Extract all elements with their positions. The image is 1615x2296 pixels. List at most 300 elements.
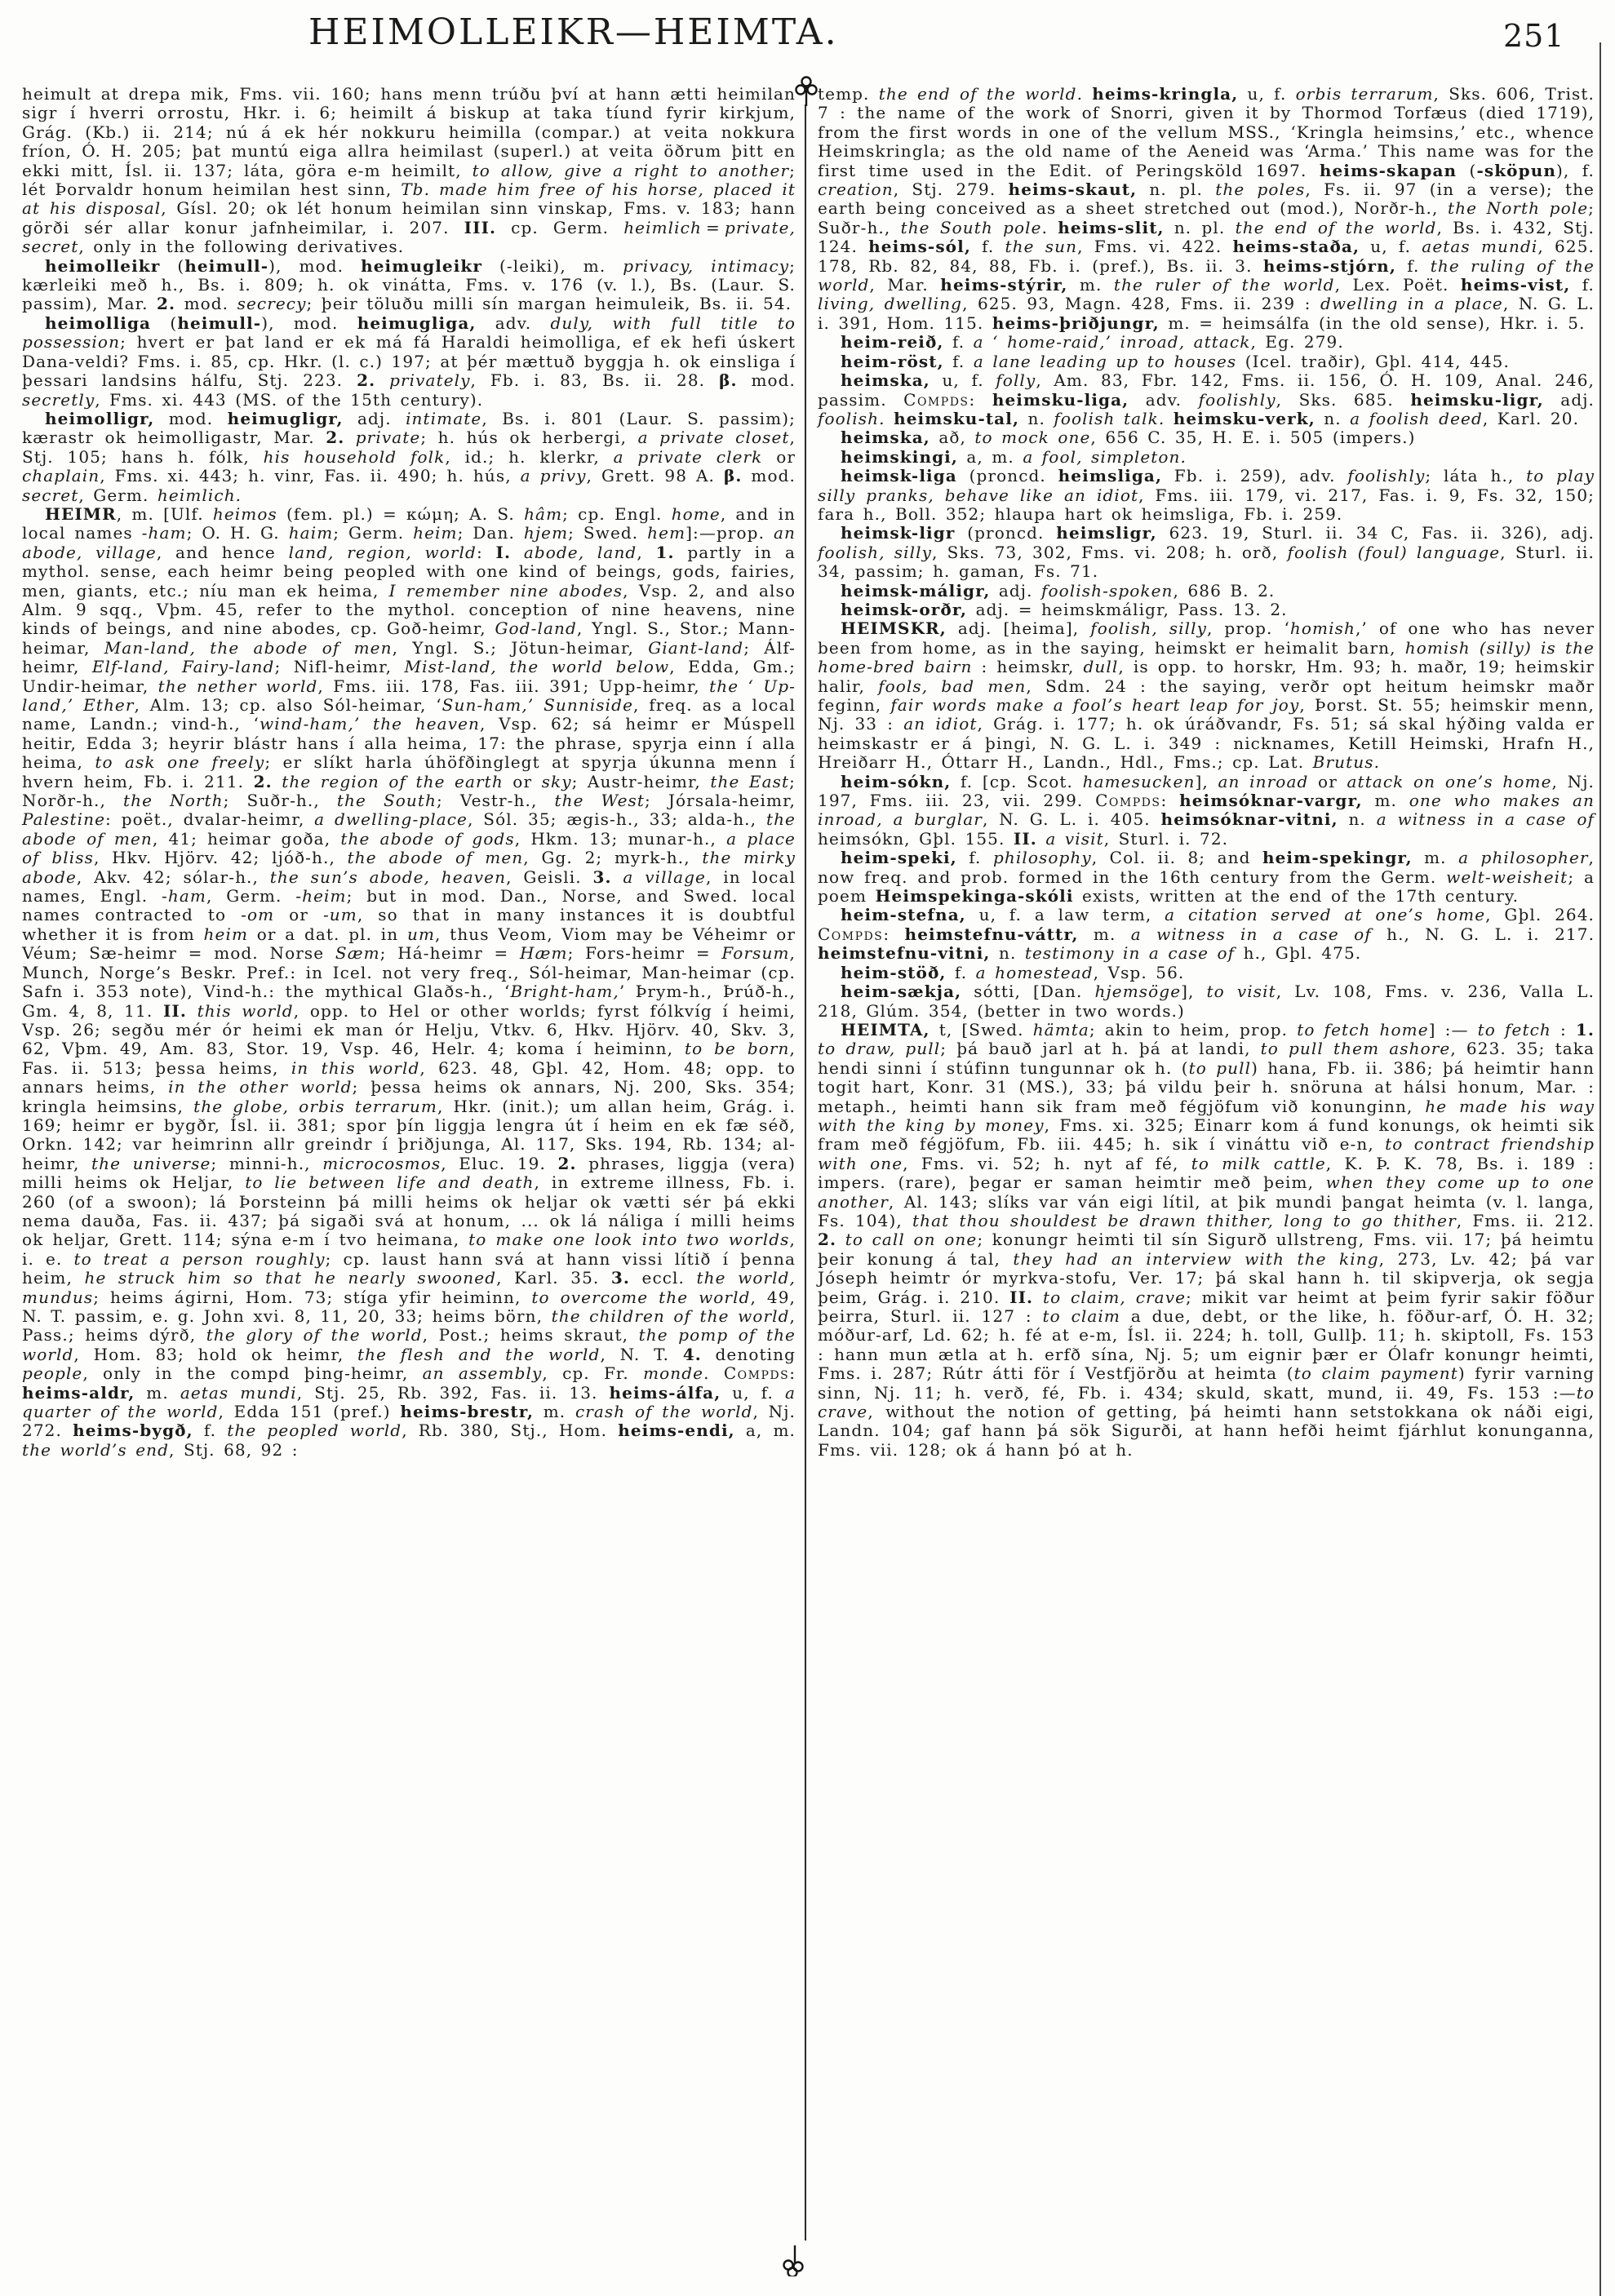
text-segment: aetas mundi	[180, 1382, 297, 1403]
text-segment: , Fas. ii. 513; þessa heims,	[22, 1039, 796, 1078]
text-segment: Forsum	[721, 943, 790, 964]
text-segment	[511, 543, 524, 562]
text-segment: heims-álfa,	[609, 1382, 721, 1403]
text-segment: Palestine	[22, 809, 106, 830]
text-segment: privacy, intimacy	[623, 255, 790, 276]
text-segment: the glory of the world	[206, 1325, 423, 1345]
text-segment: heim	[413, 523, 458, 543]
text-segment: , in extreme illness, Fb. i. 260 (of a swoon); lá Þorsteinn þá milli heims ok heljar ok vætti sér þá ekki nema dauða, Fas. ii. 437; þá sigaði svá at honum, ... ok lá náliga í milli heims ok heljar, Grett. 114; sýna e-m í tvo heimana,	[22, 1172, 796, 1250]
text-segment: , Nj. 272.	[22, 1402, 796, 1441]
text-segment: a foolish deed	[1350, 408, 1483, 428]
text-segment: ; heims ágirni, Hom. 73; stíga yfir heiminn,	[93, 1287, 532, 1307]
text-segment: u, f.	[930, 370, 996, 391]
text-segment: , only in the compd þing-heimr,	[82, 1363, 423, 1384]
text-segment: , in local names, Engl.	[22, 867, 796, 906]
text-segment: f.	[970, 237, 1005, 257]
text-segment: , 41; heimar goða,	[152, 828, 341, 849]
text-segment: or	[274, 905, 323, 925]
text-segment: m.	[1078, 924, 1131, 944]
text-segment: , Alm. 13; cp. also Sól-heimar, ‘	[134, 695, 442, 715]
text-segment: heimlich = private, secret	[22, 217, 796, 257]
text-segment: Fb. i. 259), adv.	[1162, 466, 1348, 486]
text-segment: the ‘ Up-land,’ Ether	[22, 676, 796, 715]
text-segment: f.	[1395, 255, 1431, 276]
text-segment: welt-weisheit	[1446, 867, 1568, 887]
text-segment: adv.	[1129, 389, 1199, 410]
text-segment: , N. G. L. i. 405.	[982, 809, 1161, 830]
text-segment: homish	[1289, 618, 1355, 639]
text-segment: to fetch home	[1297, 1019, 1429, 1039]
text-segment: the nether world	[158, 676, 318, 696]
text-segment: heimsligr,	[1056, 523, 1157, 543]
text-segment: II.	[162, 1000, 187, 1021]
text-segment: when they come up to one another	[818, 1172, 1595, 1212]
text-segment: , Vsp. 2, and also Alm. 9 sqq., Vþm. 45, refer to the mythol. conception of nine heavens, nine kinds of beings, and nine abodes, cp. Goð-heimr,	[22, 580, 796, 639]
text-segment: n.	[990, 943, 1025, 964]
text-segment: to pull them ashore	[1260, 1039, 1451, 1059]
text-segment: privately	[389, 370, 471, 391]
text-segment: ), f.	[1556, 160, 1595, 180]
text-segment: testimony in a case of	[1024, 943, 1236, 964]
text-segment: , 623. 48, Gþl. 42, Hom. 48; opp. to annars heims,	[22, 1057, 796, 1097]
text-segment	[1165, 409, 1173, 428]
text-segment: to mock one	[974, 428, 1091, 448]
text-segment: 2.	[326, 428, 345, 448]
text-segment: , Stj. 279.	[893, 180, 1009, 200]
text-segment: a privy	[520, 466, 587, 486]
text-segment: β.	[719, 370, 738, 391]
text-segment: .	[1041, 217, 1058, 237]
text-segment: mod.	[737, 370, 796, 391]
text-segment: ; akin to heim, prop.	[1089, 1019, 1298, 1039]
text-segment: , N. G. L. i. 391, Hom. 115.	[818, 294, 1595, 333]
text-segment: ; kærleiki með h., Bs. i. 809; h. ok vinátta, Fms. v. 176 (v. l.), Bs. (Laur. S. passim), Mar.	[22, 255, 796, 314]
dictionary-entry	[818, 582, 1595, 601]
text-segment: secrecy	[237, 294, 307, 314]
text-segment: , thus Veom, Viom may be Véheimr or Véum; Sæ-heimr = mod. Norse	[22, 924, 796, 964]
text-segment: cp. Germ.	[496, 217, 624, 237]
text-segment: creation	[818, 180, 894, 200]
text-segment: ; mikit var heimt at þeim fyrir sakir föður þeirra, Sturl. ii. 127 :	[818, 1287, 1595, 1326]
text-segment: heim	[203, 924, 249, 944]
trefoil-ornament-icon	[779, 2245, 807, 2276]
text-segment: Giant-land	[648, 637, 744, 658]
text-segment: dull	[1083, 657, 1119, 677]
text-segment: ] :—	[1428, 1019, 1478, 1039]
text-segment: ; Austr-heimr,	[571, 771, 711, 791]
text-segment: að,	[930, 428, 975, 448]
text-segment: u, f.	[721, 1382, 785, 1403]
text-segment: heims-aldr,	[22, 1382, 135, 1403]
text-segment: ; minni-h.,	[211, 1153, 323, 1173]
text-segment: hämta	[1032, 1019, 1089, 1039]
text-segment: :	[1551, 1019, 1576, 1039]
text-segment: -ham	[141, 523, 187, 543]
text-segment	[612, 867, 623, 887]
dictionary-entry	[818, 467, 1595, 524]
text-segment: f.	[946, 962, 976, 982]
text-segment: a private closet	[637, 428, 790, 448]
text-segment: Bright-ham,	[510, 982, 619, 1002]
text-segment: the universe	[91, 1153, 211, 1173]
text-segment: the North pole	[1448, 198, 1589, 219]
text-segment: an idiot	[903, 714, 978, 734]
text-segment: Heimspekinga-skóli	[875, 886, 1074, 906]
text-segment: ; O. H. G.	[186, 523, 289, 543]
text-segment: to visit	[1206, 982, 1276, 1002]
text-segment: , Hom. 83; hold ok heimr,	[73, 1344, 357, 1364]
text-segment: ; cp. laust hann svá at hann vissi lítið í þenna heim,	[22, 1248, 796, 1288]
text-segment: the pomp of the world	[22, 1325, 796, 1364]
text-segment: the sun’s abode, heaven	[269, 867, 507, 887]
text-segment: fools, bad men	[878, 676, 1027, 696]
text-segment: Compds	[903, 389, 969, 410]
dictionary-entry	[22, 505, 796, 1460]
text-segment: ]:—prop.	[685, 523, 774, 543]
text-segment: a fool, simpleton.	[1023, 446, 1187, 467]
text-segment: foolish.	[818, 408, 885, 428]
text-segment: I.	[495, 542, 512, 562]
text-segment: , Hkv. Hjörv. 42; ljóð-h.,	[93, 848, 348, 868]
text-segment: ; þeir töluðu milli sín margan heimuleik, Bs. ii. 54.	[306, 294, 792, 314]
text-segment: heimskingi,	[841, 446, 958, 467]
text-segment: in the other world	[168, 1077, 353, 1097]
text-segment: God-land	[495, 618, 577, 639]
dictionary-entry	[818, 601, 1595, 619]
text-segment: .	[1076, 84, 1093, 104]
text-segment: ; Suðr-h.,	[818, 198, 1595, 237]
text-segment: , Karl. 35.	[496, 1268, 611, 1288]
text-segment: heims-skaut,	[1008, 180, 1138, 200]
text-segment: the mirky abode	[22, 848, 796, 887]
text-segment: , Gísl. 20; ok lét honum heimilan sinn vinskap, Fms. v. 183; hann görði sér allar konur jafnheimilar, i. 207.	[22, 198, 796, 237]
text-segment: , Germ.	[78, 485, 158, 505]
text-segment: to lie between life and death	[245, 1172, 535, 1193]
text-segment: 4.	[682, 1344, 702, 1364]
text-segment: -heim	[295, 886, 347, 906]
text-segment: ; a poem	[818, 867, 1595, 906]
text-segment: monde	[643, 1363, 704, 1384]
text-segment: , Bs. i. 801 (Laur. S. passim); kærastr ok heimolligastr, Mar.	[22, 408, 796, 448]
text-segment: attack on one’s home	[1347, 771, 1552, 791]
text-segment: secretly	[22, 389, 95, 410]
text-segment: ; Swed.	[568, 523, 648, 543]
text-segment: , Vsp. 56.	[1093, 962, 1185, 982]
text-segment: aetas mundi	[1422, 237, 1538, 257]
text-segment: n. pl.	[1164, 217, 1236, 237]
text-segment: they had an interview with the king	[1013, 1248, 1379, 1269]
text-segment: f.	[1570, 275, 1595, 295]
text-segment: adj.	[343, 408, 406, 428]
text-segment: : poët., dvalar-heimr,	[105, 809, 315, 830]
text-segment: to play silly pranks, behave like an idiot	[818, 466, 1595, 505]
text-segment: to ask one freely	[95, 752, 265, 773]
text-segment: Man-land, the abode of men	[104, 637, 393, 658]
text-segment: ; Suðr-h.,	[223, 791, 337, 811]
text-segment: m.	[534, 1402, 575, 1422]
text-segment: -um	[322, 905, 357, 925]
text-segment: , 625. 93, Magn. 428, Fms. ii. 239 :	[962, 294, 1320, 314]
text-segment: wind-ham,’ the heaven	[259, 714, 481, 734]
text-segment: heimstefnu-váttr,	[904, 924, 1079, 944]
text-segment: heimugligr,	[227, 408, 344, 428]
text-segment: , Geisli.	[506, 867, 593, 887]
text-segment: mod.	[154, 408, 228, 428]
text-segment: dwelling in a place	[1320, 294, 1503, 314]
text-segment	[344, 428, 355, 447]
text-segment: fair words make a fool’s heart leap for joy	[890, 695, 1300, 715]
text-segment: , opp. to Hel or other worlds; fyrst fólkvíg í heimi, Vsp. 26; segðu mér ór heimi ek man ór Helju, Vtkv. 6, Hkv. Hjörv. 40, Skv. 3, 62, Vþm. 49, Am. 83, Stor. 19, Vsp. 46, Helr. 4; koma í heiminn,	[22, 1000, 796, 1059]
column-divider-rule	[805, 104, 806, 2241]
text-segment: , only in the following derivatives.	[78, 237, 405, 257]
text-segment: , Fms. iii. 178, Fas. iii. 391; Upp-heimr,	[317, 676, 710, 696]
text-segment: , Stj. 25, Rb. 392, Fas. ii. 13.	[296, 1382, 610, 1403]
text-segment: heims-skapan	[1319, 160, 1457, 180]
text-segment: ’ Þrym-h., Þrúð-h., Gm. 4, 8, 11.	[22, 982, 796, 1021]
text-segment: the South	[336, 791, 437, 811]
text-segment: the peopled world	[227, 1421, 402, 1441]
text-segment: , Sks. 73, 302, Fms. vi. 208; h. orð,	[932, 542, 1288, 562]
text-segment: , Grett. 98 A.	[586, 466, 724, 486]
text-segment: an assembly	[422, 1363, 543, 1384]
text-segment: a village	[623, 867, 706, 887]
text-segment: n.	[1019, 408, 1054, 428]
text-segment: heim-reið,	[841, 332, 944, 352]
dictionary-entry	[22, 410, 796, 505]
text-segment: a quarter of the world	[22, 1382, 796, 1422]
text-segment: heimult at drepa mik, Fms. vii. 160; hans menn trúðu því at hann ætti heimilan sigr í hverri orrostu, Hkr. i. 6; heimilt á biskup at taka tíund fyrir kirkjum, Grág. (Kb.) ii. 214; nú á ek hér nokkuru heimilla (compar.) at veita nokkura fríon, Ó. H. 205; þat muntú eiga allra heimilast (superl.) at veita öðrum þitt en ekki mitt, Ísl. ii. 137; láta, göra e-m heimilt,	[22, 84, 796, 180]
dictionary-entry	[22, 314, 796, 410]
text-segment: ; hvert er þat land er ek má fá Haraldi heimolliga, ef ek hefi úskert Dana-veldi? Fms. i. 85, cp. Hkr. (l. c.) 197; at þér mættuð byggja h. ok einsliga í þessari landsins hálfu, Stj. 223.	[22, 332, 796, 391]
dictionary-entry	[818, 964, 1595, 982]
text-segment: Hæm	[520, 943, 568, 964]
text-segment: , Am. 83, Fbr. 142, Fms. ii. 156, Ó. H. 109, Anal. 246, passim.	[818, 370, 1595, 410]
text-segment: , now freq. and prob. formed in the 16th century from the Germ.	[818, 848, 1595, 887]
text-segment: , freq. as a local name, Landn.; vind-h., ‘	[22, 695, 796, 734]
text-segment: , id.; h. klerkr,	[445, 446, 614, 467]
text-segment: the ruling of the world	[818, 255, 1595, 295]
text-segment: HEIMTA,	[841, 1019, 930, 1039]
text-segment: ; cp. Engl.	[562, 503, 672, 524]
text-segment: , Sdm. 24 : the saying, verðr opt heitum heimskr maðr feginn,	[818, 676, 1595, 715]
text-segment: folly	[996, 370, 1036, 391]
text-segment: , Bs. i. 432, Stj. 124.	[818, 217, 1595, 257]
text-segment: :	[969, 389, 992, 410]
text-segment: h., Gþl. 475.	[1235, 943, 1362, 964]
text-segment: n.	[1338, 809, 1377, 830]
text-segment: the abode of men	[22, 809, 796, 849]
text-segment: u, f. a law term,	[965, 905, 1165, 925]
text-segment: to claim	[1042, 1306, 1120, 1326]
dictionary-entry	[818, 906, 1595, 963]
text-segment: chaplain	[22, 466, 100, 486]
text-segment: HEIMSKR,	[841, 618, 947, 639]
text-segment: u, f.	[1360, 237, 1422, 257]
text-segment: 1.	[1575, 1019, 1595, 1039]
dictionary-entry	[818, 849, 1595, 906]
text-segment: , Sturl. ii. 34, passim; h. gaman, Fs. 71.	[818, 542, 1595, 582]
text-segment: , without the notion of getting, þá heimti hann setstokkana ok náði eigi, Landn. 104; gaf hann þá sök Sigurði, at hann hefði heimt fjárhlut konunganna, Fms. vii. 128; ok á hann þó at h.	[818, 1402, 1595, 1460]
text-segment: secret	[22, 485, 79, 505]
text-segment: Mist-land, the world below	[404, 657, 670, 677]
text-segment: this world	[197, 1000, 294, 1021]
text-segment: ; Álf-heimr,	[22, 637, 796, 677]
text-segment: hjemsöge	[1094, 982, 1182, 1002]
text-segment: heims-slit,	[1058, 217, 1165, 237]
text-segment: to draw, pull	[818, 1039, 941, 1059]
text-segment: .	[703, 1363, 724, 1384]
text-segment: home	[671, 503, 721, 524]
text-segment: heimsku-verk,	[1173, 408, 1316, 428]
text-segment: t, [Swed.	[930, 1019, 1033, 1039]
text-segment: f.	[943, 332, 974, 352]
text-segment: the North	[123, 791, 224, 811]
text-segment: , N. T.	[600, 1344, 683, 1364]
text-segment: , Al. 143; slíks var ván eigi lítil, at þik mundi þangat heimta (v. l. langa, Fs. 104),	[818, 1191, 1595, 1230]
text-segment: HEIMR	[45, 503, 117, 524]
text-segment: f. [cp. Scot.	[951, 771, 1083, 791]
text-segment: heimsóknar-vargr,	[1179, 791, 1363, 811]
text-segment: he struck him so that he nearly swooned	[84, 1268, 497, 1288]
text-segment: , Karl. 20.	[1482, 408, 1580, 428]
text-segment: , Yngl. S.; Jötun-heimar,	[392, 637, 649, 658]
text-segment: private	[355, 428, 421, 448]
text-segment: , Pass.; heims dýrð,	[22, 1306, 796, 1345]
text-segment: foolish, silly	[1090, 618, 1207, 639]
text-segment: , Yngl. S., Stor.; Mann-heimar,	[22, 618, 796, 658]
text-segment: hjem	[523, 523, 569, 543]
text-segment: , Post.; heims skraut,	[422, 1325, 639, 1345]
text-segment: heim-stefna,	[841, 905, 966, 925]
text-segment: 3.	[610, 1268, 630, 1288]
text-segment: ,’ of one who has never been from home, as in the saying, heimskt er heimalit barn,	[818, 618, 1595, 658]
text-segment: people	[22, 1363, 83, 1384]
text-segment: adj.	[990, 580, 1041, 601]
text-segment: microcosmos	[322, 1153, 441, 1173]
text-segment: ],	[1181, 982, 1207, 1002]
text-segment: , 623. 35; taka hendi sinni í stúfinn tungunnar ok h. (	[818, 1039, 1595, 1078]
text-segment: 2.	[818, 1230, 837, 1250]
scan-page-edge-line	[1599, 42, 1601, 2296]
text-segment: or	[762, 446, 796, 467]
continuation-paragraph	[818, 85, 1595, 333]
text-segment: , Hkr. (init.); um allan heim, Grág. i. 169; heimr er bygðr, Ísl. ii. 381; spor þín liggja lengra út í heim en ek fæ séð, Orkn. 142; var heimrinn allr greindr í þriðjunga, Al. 117, Sks. 194, Rb. 134; al-heimr,	[22, 1096, 796, 1173]
text-segment: heimska,	[841, 370, 930, 391]
text-segment: -ham	[162, 886, 206, 906]
text-segment: heims-þriðjungr,	[992, 312, 1160, 333]
text-segment: to crave	[818, 1382, 1595, 1422]
text-segment: 1.	[655, 542, 675, 562]
text-segment: , Þorst. St. 55; heimskir menn, Nj. 33 :	[818, 695, 1595, 734]
text-segment: heims-sól,	[868, 237, 971, 257]
text-segment: :	[1160, 791, 1180, 811]
text-segment: , Fs. ii. 97 (in a verse); the earth being conceived as a sheet stretched out (mod.), Norðr-h.,	[818, 180, 1595, 219]
text-segment: , i. e.	[22, 1230, 796, 1269]
text-segment: eccl.	[630, 1268, 697, 1288]
text-segment: Sun-ham,’ Sunniside	[441, 695, 634, 715]
text-segment: ],	[1195, 771, 1218, 791]
text-segment: , Sól. 35; ægis-h., 33; alda-h.,	[467, 809, 766, 830]
text-segment: heimull-	[184, 255, 269, 276]
text-segment: the ruler of the world	[1113, 275, 1335, 295]
text-segment: heim-stöð,	[841, 962, 947, 982]
text-segment: II.	[1009, 1287, 1034, 1307]
text-segment: , Lex. Poët.	[1334, 275, 1461, 295]
text-segment: , Akv. 42; sólar-h.,	[76, 867, 270, 887]
text-segment: an inroad	[1218, 771, 1309, 791]
text-segment: ; er slíkt harla úhöfðinglegt at spyrja úkunna menn í hvern heim, Fb. i. 211.	[22, 752, 796, 791]
text-segment: orbis terrarum	[1295, 84, 1434, 104]
text-segment: adj. [heima],	[946, 618, 1091, 639]
dictionary-entry	[818, 352, 1595, 371]
text-segment: heim-sókn,	[841, 771, 952, 791]
text-segment: to treat a person roughly	[73, 1248, 326, 1269]
text-segment: to claim, crave	[1042, 1287, 1187, 1307]
text-segment: 3.	[592, 867, 612, 887]
text-segment: to allow, give a right to another	[472, 160, 790, 180]
text-segment	[375, 370, 389, 390]
text-segment: heimska,	[841, 428, 930, 448]
text-segment: heimsku-liga,	[992, 389, 1129, 410]
text-segment: heims-endi,	[618, 1421, 735, 1441]
text-segment: sótti, [Dan.	[961, 982, 1095, 1002]
text-segment: 2.	[557, 1153, 577, 1173]
text-segment: :	[883, 924, 905, 944]
text-segment: Compds	[723, 1363, 790, 1384]
text-segment: foolishly	[1347, 466, 1426, 486]
text-segment	[1037, 829, 1045, 849]
text-segment: β.	[724, 466, 743, 486]
dictionary-entry	[818, 333, 1595, 352]
text-segment: , Col. ii. 8; and	[1091, 848, 1262, 868]
text-segment: heimsku-ligr,	[1410, 389, 1544, 410]
text-segment: , cp. Fr.	[542, 1363, 644, 1384]
text-segment: to pull	[1188, 1057, 1252, 1078]
trefoil-ornament-icon	[792, 75, 820, 106]
text-segment: a private clerk	[613, 446, 763, 467]
text-segment: heimsókn, Gþl. 155.	[818, 828, 1014, 849]
text-segment: ,	[637, 542, 656, 562]
text-segment: Compds	[1095, 791, 1161, 811]
text-segment: , Gþl. 264.	[1485, 905, 1595, 925]
text-segment: (proncd.	[955, 523, 1057, 543]
text-segment: to fetch	[1477, 1019, 1551, 1039]
text-segment: homish (silly) is the home-bred bairn	[818, 637, 1595, 677]
text-segment: , Hkm. 13; munar-h.,	[514, 828, 727, 849]
text-segment: ; lét Þorvaldr honum heimilan hest sinn,	[22, 160, 796, 200]
text-segment: the South pole	[900, 217, 1042, 237]
text-segment: , Nj. 197, Fms. iii. 23, vii. 299.	[818, 771, 1595, 811]
text-segment: to claim payment	[1293, 1363, 1458, 1384]
text-segment: , Gg. 2; myrk-h.,	[523, 848, 703, 868]
text-segment: the end of the world	[878, 84, 1077, 104]
text-segment: , Fms. xi. 443 (MS. of the 15th century).	[95, 389, 484, 410]
text-segment: , Vsp. 62; sá heimr er Múspell heitir, Edda 3; heyrir blástr hans í alla heima, 17: the phrase, spyrja einn í alla heima,	[22, 714, 796, 773]
text-segment: partly in a mythol. sense, each heimr being peopled with one kind of beings, gods, fairies, men, giants, etc.; níu man ek heima,	[22, 542, 796, 601]
dictionary-entry	[818, 773, 1595, 849]
text-segment: heims-stjórn,	[1262, 255, 1396, 276]
text-segment: hamesucken	[1082, 771, 1196, 791]
text-segment: ), mod.	[261, 312, 357, 333]
text-segment: heims-vist,	[1460, 275, 1571, 295]
text-segment: heims-staða,	[1232, 237, 1360, 257]
text-segment: the abode of gods	[340, 828, 515, 849]
text-segment: a philosopher	[1458, 848, 1589, 868]
text-segment: adv.	[476, 312, 551, 333]
text-segment: , 273, Lv. 42; þá var Jóseph heimtr ór myrkva-stofu, Ver. 17; þá skal hann h. til skipverja, ok segja þeim, Grág. i. 210.	[818, 1248, 1595, 1307]
dictionary-entry	[818, 524, 1595, 581]
text-segment: ; but in mod. Dan., Norse, and Swed. local names contracted to	[22, 886, 796, 925]
